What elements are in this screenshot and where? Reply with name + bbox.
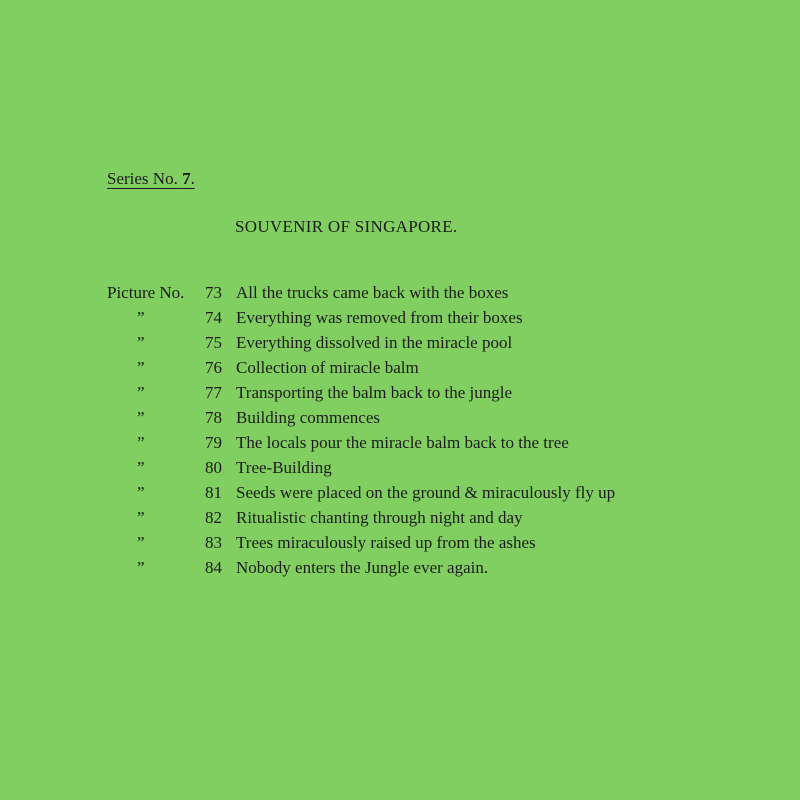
picture-number: 80 xyxy=(205,458,222,477)
ditto-mark: ” xyxy=(137,533,145,552)
ditto-mark: ” xyxy=(137,483,145,502)
picture-number: 83 xyxy=(205,533,222,552)
list-item xyxy=(107,305,707,330)
picture-caption: Collection of miracle balm xyxy=(236,358,419,377)
series-suffix: . xyxy=(190,169,195,188)
picture-caption: The locals pour the miracle balm back to the tree xyxy=(236,433,569,452)
ditto-mark: ” xyxy=(137,408,145,427)
list-item xyxy=(107,280,707,305)
picture-number: 84 xyxy=(205,558,222,577)
picture-number: 73 xyxy=(205,283,222,302)
list-item xyxy=(107,330,707,355)
picture-caption: Ritualistic chanting through night and day xyxy=(236,508,523,527)
picture-number: 78 xyxy=(205,408,222,427)
picture-caption: Everything dissolved in the miracle pool xyxy=(236,333,513,352)
list-item xyxy=(107,480,707,505)
ditto-mark: ” xyxy=(137,433,145,452)
list-item xyxy=(107,355,707,380)
list-item xyxy=(107,430,707,455)
series-label: Series No. xyxy=(107,169,178,188)
picture-number: 79 xyxy=(205,433,222,452)
list-item xyxy=(107,505,707,530)
list-item xyxy=(107,380,707,405)
ditto-mark: ” xyxy=(137,358,145,377)
ditto-mark: ” xyxy=(137,558,145,577)
ditto-mark: ” xyxy=(137,458,145,477)
picture-caption: Tree-Building xyxy=(236,458,332,477)
picture-number: 77 xyxy=(205,383,222,402)
picture-list xyxy=(107,280,707,580)
series-number: 7 xyxy=(182,169,191,188)
picture-number: 76 xyxy=(205,358,222,377)
picture-no-label: Picture No. xyxy=(107,283,185,302)
picture-caption: Everything was removed from their boxes xyxy=(236,308,523,327)
picture-caption: All the trucks came back with the boxes xyxy=(236,283,509,302)
list-item xyxy=(107,455,707,480)
list-item xyxy=(107,530,707,555)
list-item xyxy=(107,555,707,580)
ditto-mark: ” xyxy=(137,508,145,527)
ditto-mark: ” xyxy=(137,333,145,352)
picture-number: 75 xyxy=(205,333,222,352)
picture-caption: Transporting the balm back to the jungle xyxy=(236,383,513,402)
picture-number: 82 xyxy=(205,508,222,527)
ditto-mark: ” xyxy=(137,383,145,402)
picture-caption: Seeds were placed on the ground & miraculously fly up xyxy=(236,483,616,502)
list-item xyxy=(107,405,707,430)
ditto-mark: ” xyxy=(137,308,145,327)
picture-number: 81 xyxy=(205,483,222,502)
document-title: SOUVENIR OF SINGAPORE. xyxy=(235,217,458,236)
picture-number: 74 xyxy=(205,308,222,327)
picture-caption: Nobody enters the Jungle ever again. xyxy=(236,558,489,577)
picture-caption: Building commences xyxy=(236,408,381,427)
series-heading xyxy=(107,167,195,191)
picture-caption: Trees miraculously raised up from the ashes xyxy=(236,533,536,552)
